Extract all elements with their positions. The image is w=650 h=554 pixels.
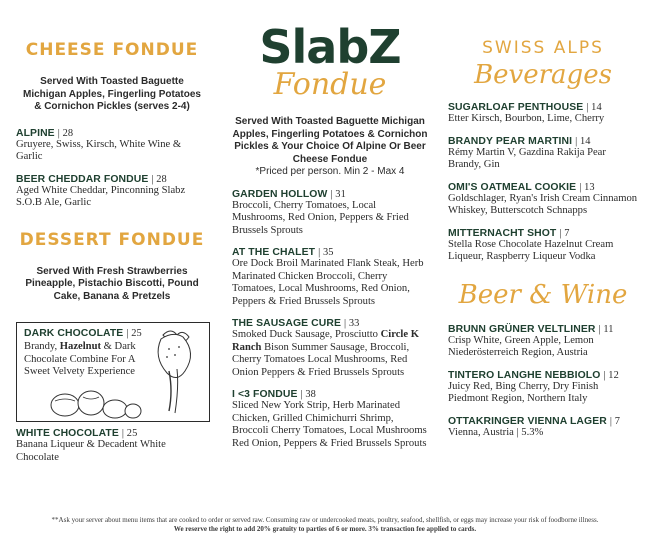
item-name: OTTAKRINGER VIENNA LAGER: [448, 415, 607, 427]
beverages-script-title: Beverages: [474, 60, 612, 90]
item-name: BEER CHEDDAR FONDUE: [16, 173, 149, 185]
menu-item-i-love-fondue: [232, 389, 428, 450]
item-description: Gruyere, Swiss, Kirsch, White Wine & Garlic: [16, 138, 182, 162]
menu-item-tintero-langhe-nebbiolo: [448, 370, 638, 406]
item-description: Crisp White, Green Apple, Lemon Niederösterreich Region, Austria: [448, 334, 594, 358]
dark-chocolate-box: [16, 322, 210, 422]
cheese-fondue-intro: Served With Toasted Baguette Michigan Apples, Fingerling Potatoes & Cornichon Pickles (serves 2-4): [23, 76, 201, 112]
item-price: | 13: [579, 181, 595, 193]
item-description: Stella Rose Chocolate Hazelnut Cream Liqueur, Raspberry Liqueur Vodka: [448, 238, 614, 262]
fondue-script-title: Fondue: [273, 67, 387, 102]
item-description: Banana Liqueur & Decadent White Chocolate: [16, 439, 166, 463]
item-name: BRUNN GRÜNER VELTLINER: [448, 323, 596, 335]
beer-wine-script-title: Beer & Wine: [458, 279, 628, 310]
price-note: *Priced per person. Min 2 - Max 4: [255, 166, 405, 177]
right-column: [448, 0, 638, 439]
item-description: Goldschlager, Ryan's Irish Cream Cinnamon Whiskey, Butterscotch Schnapps: [448, 192, 638, 216]
item-price: | 14: [575, 135, 591, 147]
item-price: | 7: [559, 227, 570, 239]
item-price: | 11: [598, 323, 614, 335]
item-description: Rémy Martin V, Gazdina Rakija Pear Brandy, Gin: [448, 146, 606, 170]
item-description: Juicy Red, Bing Cherry, Dry Finish Piedmont Region, Northern Italy: [448, 380, 599, 404]
swiss-alps-title: SWISS ALPS: [482, 38, 604, 58]
menu-item-beer-cheddar: [16, 174, 208, 210]
item-name: MITTERNACHT SHOT: [448, 227, 557, 239]
item-price: | 33: [343, 318, 360, 329]
item-price: | 38: [300, 389, 316, 400]
item-name: WHITE CHOCOLATE: [16, 428, 119, 439]
cheese-fondue-title: CHEESE FONDUE: [25, 40, 199, 60]
menu-item-white-chocolate: [16, 428, 208, 464]
footer-gratuity-notice: We reserve the right to add 20% gratuity to parties of 6 or more. 3% transaction fee applied to cards.: [173, 525, 477, 533]
menu-item-brunn-gruner-veltliner: [448, 324, 638, 360]
middle-column: [232, 0, 428, 450]
menu-item-sugarloaf-penthouse: [448, 102, 638, 126]
item-name: THE SAUSAGE CURE: [232, 318, 341, 329]
menu-item-garden-hollow: [232, 189, 428, 238]
item-name: ALPINE: [16, 127, 55, 139]
dessert-fondue-title: DESSERT FONDUE: [19, 229, 205, 250]
item-price: | 12: [603, 369, 619, 381]
middle-intro: Served With Toasted Baguette Michigan Apples, Fingerling Potatoes & Cornichon Pickles & Your Choice Of Alpine Or Beer Cheese Fondue: [232, 116, 428, 165]
item-name: AT THE CHALET: [232, 247, 316, 258]
item-price: | 25: [121, 428, 138, 439]
menu-item-ottakringer-vienna-lager: [448, 416, 638, 440]
menu-item-mitternacht-shot: [448, 228, 638, 264]
item-name: OMI'S OATMEAL COOKIE: [448, 181, 577, 193]
item-name: TINTERO LANGHE NEBBIOLO: [448, 369, 601, 381]
item-price: | 35: [318, 247, 334, 258]
item-price: | 28: [151, 173, 167, 185]
item-price: | 7: [609, 415, 621, 427]
item-description: Vienna, Austria | 5.3%: [448, 426, 544, 438]
item-price: | 31: [330, 188, 346, 200]
item-name: DARK CHOCOLATE: [24, 328, 124, 339]
item-name: I <3 FONDUE: [232, 389, 298, 400]
menu-item-sausage-cure: [232, 318, 428, 379]
item-name: SUGARLOAF PENTHOUSE: [448, 102, 584, 113]
strawberry-chocolate-illustration: [143, 325, 207, 419]
item-name: GARDEN HOLLOW: [232, 188, 328, 200]
hazelnuts-illustration: [47, 385, 143, 421]
item-description: Aged White Cheddar, Pinconning Slabz S.O.B Ale, Garlic: [16, 184, 186, 208]
left-column: [16, 0, 208, 303]
menu-item-at-the-chalet: [232, 247, 428, 308]
item-description: Broccoli, Cherry Tomatoes, Local Mushrooms, Red Onion, Peppers & Fried Brussels Sprouts: [232, 199, 409, 236]
footer-disclaimer: [0, 516, 650, 534]
menu-item-alpine: [16, 128, 208, 164]
item-description: Etter Kirsch, Bourbon, Lime, Cherry: [448, 113, 605, 124]
menu-item-omis-oatmeal-cookie: [448, 182, 638, 218]
menu-item-brandy-pear-martini: [448, 136, 638, 172]
slabz-logo: SlabZ: [259, 20, 401, 74]
item-price: | 14: [586, 102, 602, 113]
item-price: | 25: [126, 328, 142, 339]
item-description: Brandy, Hazelnut & Dark Chocolate Combine For A Sweet Velvety Experience: [24, 341, 136, 377]
dessert-fondue-intro: Served With Fresh Strawberries Pineapple, Pistachio Biscotti, Pound Cake, Banana & Pretzels: [25, 265, 199, 302]
item-description: Sliced New York Strip, Herb Marinated Chicken, Grilled Chimichurri Shrimp, Broccoli Cherry Tomatoes, Local Mushrooms Red Onion, Peppers & Fried Brussels Sprouts: [232, 400, 427, 449]
item-name: BRANDY PEAR MARTINI: [448, 135, 573, 147]
item-description: Ore Dock Broil Marinated Flank Steak, Herb Marinated Chicken Broccoli, Cherry Tomatoes, Local Mushrooms, Red Onion, Peppers & Fried Brussels Sprouts: [232, 258, 424, 307]
item-price: | 28: [57, 127, 74, 139]
item-description: Smoked Duck Sausage, Prosciutto Circle K Ranch Bison Summer Sausage, Broccoli, Cherry Tomatoes Local Mushrooms, Red Onion Peppers & Fried Brussels Sprouts: [232, 329, 419, 378]
footer-raw-food-notice: **Ask your server about menu items that are cooked to order or served raw. Consuming raw or undercooked meats, poultry, seafood, shellfish, or eggs may increase your risk of foodborne illness.: [51, 516, 599, 524]
